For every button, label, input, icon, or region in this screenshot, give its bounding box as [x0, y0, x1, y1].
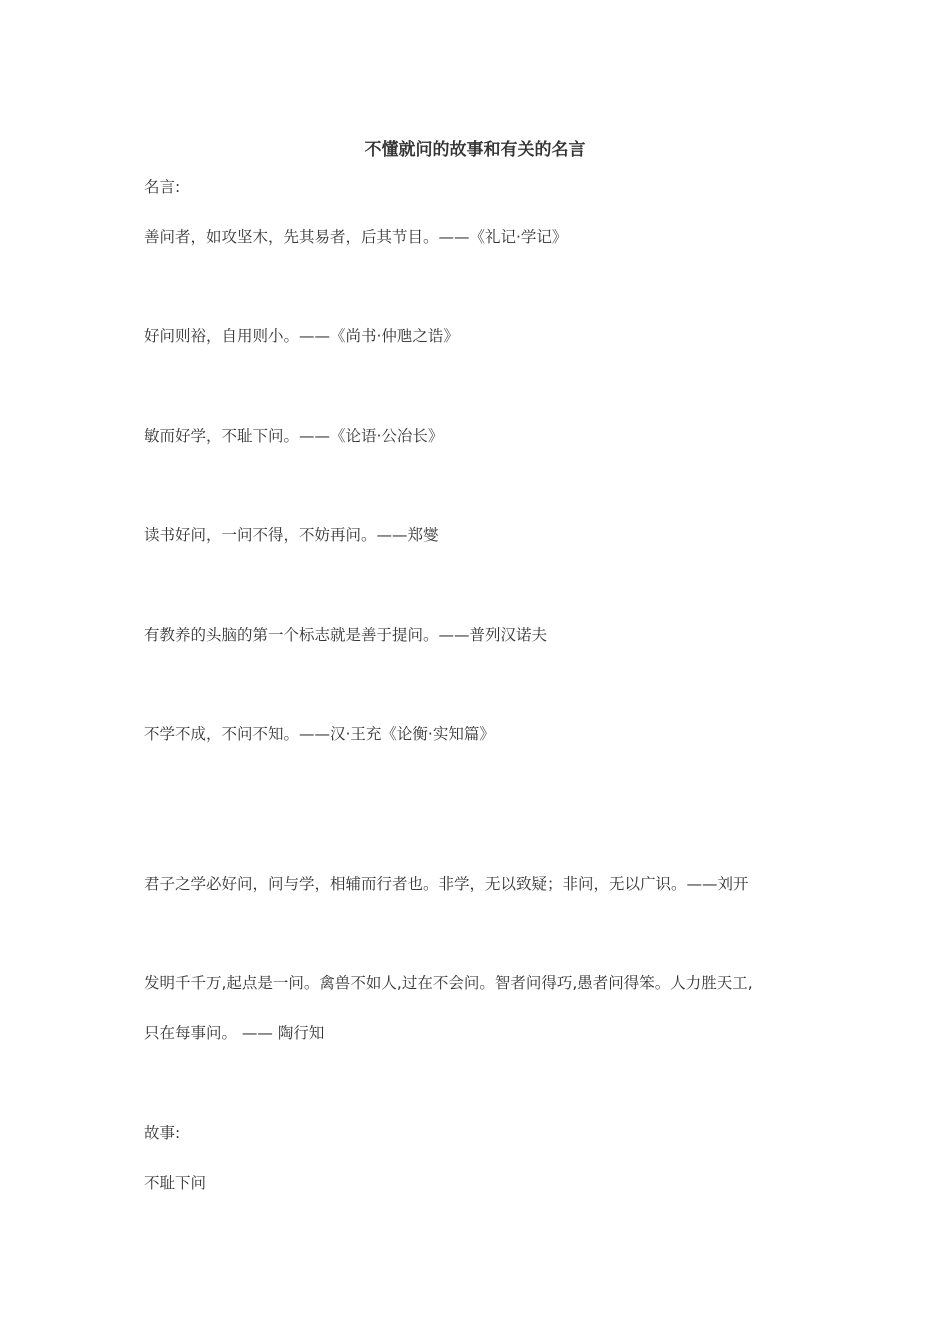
quote-line: 善问者，如攻坚木，先其易者，后其节目。——《礼记·学记》 [144, 228, 568, 246]
document-title: 不懂就问的故事和有关的名言 [364, 140, 586, 160]
quote-line: 发明千千万,起点是一问。禽兽不如人,过在不会问。智者问得巧,愚者问得笨。人力胜天工, [144, 974, 753, 992]
quote-line: 有教养的头脑的第一个标志就是善于提问。——普列汉诺夫 [144, 626, 548, 644]
quote-line: 读书好问，一问不得，不妨再问。——郑燮 [144, 526, 439, 544]
quote-line: 只在每事问。 —— 陶行知 [144, 1024, 325, 1042]
story-heading: 故事: [144, 1124, 181, 1142]
quote-line: 不学不成，不问不知。——汉·王充《论衡·实知篇》 [144, 725, 495, 743]
quote-line: 敏而好学，不耻下问。——《论语·公冶长》 [144, 427, 444, 445]
quote-line: 好问则裕，自用则小。——《尚书·仲虺之诰》 [144, 327, 459, 345]
quote-line: 君子之学必好问，问与学，相辅而行者也。非学，无以致疑；非问，无以广识。——刘开 [144, 875, 749, 893]
story-title: 不耻下问 [144, 1174, 207, 1192]
quotes-heading: 名言: [144, 178, 181, 196]
